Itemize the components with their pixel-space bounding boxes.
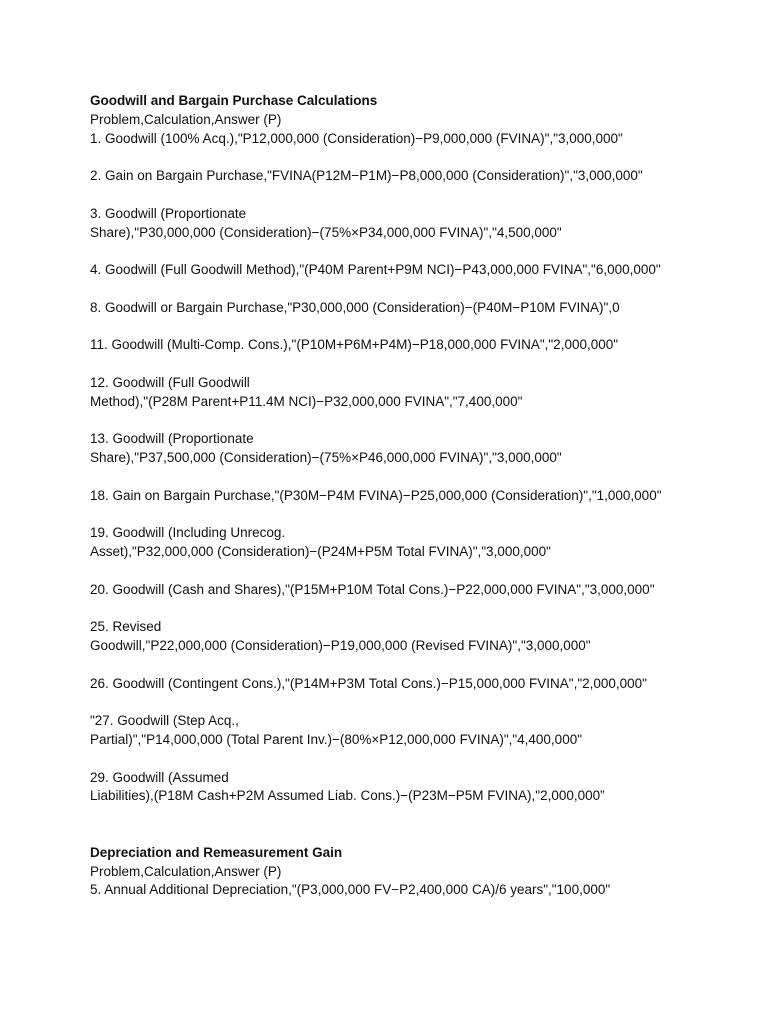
entry-line: Goodwill,"P22,000,000 (Consideration)−P19,000,000 (Revised FVINA)","3,000,000" xyxy=(90,638,591,654)
entry-spacer xyxy=(90,750,750,769)
problem-entry xyxy=(90,881,750,900)
entry-spacer xyxy=(90,412,750,431)
entry-spacer xyxy=(90,280,750,299)
entry-line: 13. Goodwill (Proportionate xyxy=(90,431,254,447)
entry-line: 19. Goodwill (Including Unrecog. xyxy=(90,525,286,541)
problem-entry xyxy=(90,167,750,186)
problem-entry xyxy=(90,299,750,318)
entry-line: 11. Goodwill (Multi-Comp. Cons.),"(P10M+P6M+P4M)−P18,000,000 FVINA","2,000,000" xyxy=(90,337,619,353)
entry-spacer xyxy=(90,148,750,167)
entry-spacer xyxy=(90,186,750,205)
entry-line: 20. Goodwill (Cash and Shares),"(P15M+P10M Total Cons.)−P22,000,000 FVINA","3,000,000" xyxy=(90,581,655,597)
problem-entry xyxy=(90,618,750,656)
entry-line: "27. Goodwill (Step Acq., xyxy=(90,713,239,729)
entry-spacer xyxy=(90,318,750,337)
problem-entry xyxy=(90,712,750,750)
problem-entry xyxy=(90,524,750,562)
entry-line: 25. Revised xyxy=(90,619,162,635)
entry-line: 18. Gain on Bargain Purchase,"(P30M−P4M FVINA)−P25,000,000 (Consideration)","1,000,000" xyxy=(90,487,662,503)
column-header-row: Problem,Calculation,Answer (P) xyxy=(90,111,282,127)
entry-list xyxy=(90,881,750,900)
problem-entry xyxy=(90,261,750,280)
entry-line: 1. Goodwill (100% Acq.),"P12,000,000 (Consideration)−P9,000,000 (FVINA)","3,000,000" xyxy=(90,130,623,146)
section-depreciation xyxy=(90,844,750,900)
entry-line: 4. Goodwill (Full Goodwill Method),"(P40M Parent+P9M NCI)−P43,000,000 FVINA","6,000,000" xyxy=(90,262,661,278)
document-page xyxy=(90,92,750,900)
entry-line: Asset),"P32,000,000 (Consideration)−(P24M+P5M Total FVINA)","3,000,000" xyxy=(90,544,551,560)
problem-entry xyxy=(90,487,750,506)
section-spacer xyxy=(90,806,750,844)
problem-entry xyxy=(90,581,750,600)
entry-spacer xyxy=(90,242,750,261)
entry-line: 12. Goodwill (Full Goodwill xyxy=(90,374,250,390)
entry-line: 29. Goodwill (Assumed xyxy=(90,769,229,785)
section-goodwill xyxy=(90,92,750,806)
entry-line: 26. Goodwill (Contingent Cons.),"(P14M+P3M Total Cons.)−P15,000,000 FVINA","2,000,000" xyxy=(90,675,647,691)
entry-line: Share),"P30,000,000 (Consideration)−(75%×P34,000,000 FVINA)","4,500,000" xyxy=(90,224,562,240)
entry-line: Method),"(P28M Parent+P11.4M NCI)−P32,000,000 FVINA","7,400,000" xyxy=(90,393,523,409)
entry-list xyxy=(90,130,750,807)
problem-entry xyxy=(90,769,750,807)
problem-entry xyxy=(90,374,750,412)
entry-line: Share),"P37,500,000 (Consideration)−(75%×P46,000,000 FVINA)","3,000,000" xyxy=(90,450,562,466)
entry-line: Liabilities),(P18M Cash+P2M Assumed Liab. Cons.)−(P23M−P5M FVINA),"2,000,000” xyxy=(90,788,605,804)
entry-line: 5. Annual Additional Depreciation,"(P3,000,000 FV−P2,400,000 CA)/6 years","100,000" xyxy=(90,882,611,898)
entry-line: Partial)","P14,000,000 (Total Parent Inv.)−(80%×P12,000,000 FVINA)","4,400,000" xyxy=(90,732,582,748)
entry-spacer xyxy=(90,694,750,713)
problem-entry xyxy=(90,336,750,355)
section-title: Goodwill and Bargain Purchase Calculations xyxy=(90,93,378,108)
column-header-row: Problem,Calculation,Answer (P) xyxy=(90,863,282,879)
entry-spacer xyxy=(90,600,750,619)
entry-spacer xyxy=(90,468,750,487)
entry-line: 2. Gain on Bargain Purchase,"FVINA(P12M−P1M)−P8,000,000 (Consideration)","3,000,000" xyxy=(90,168,643,184)
entry-line: 3. Goodwill (Proportionate xyxy=(90,205,247,221)
entry-spacer xyxy=(90,562,750,581)
entry-line: 8. Goodwill or Bargain Purchase,"P30,000,000 (Consideration)−(P40M−P10M FVINA)",0 xyxy=(90,299,620,315)
problem-entry xyxy=(90,430,750,468)
entry-spacer xyxy=(90,656,750,675)
problem-entry xyxy=(90,675,750,694)
problem-entry xyxy=(90,205,750,243)
entry-spacer xyxy=(90,506,750,525)
section-title: Depreciation and Remeasurement Gain xyxy=(90,844,343,860)
problem-entry xyxy=(90,130,750,149)
entry-spacer xyxy=(90,355,750,374)
